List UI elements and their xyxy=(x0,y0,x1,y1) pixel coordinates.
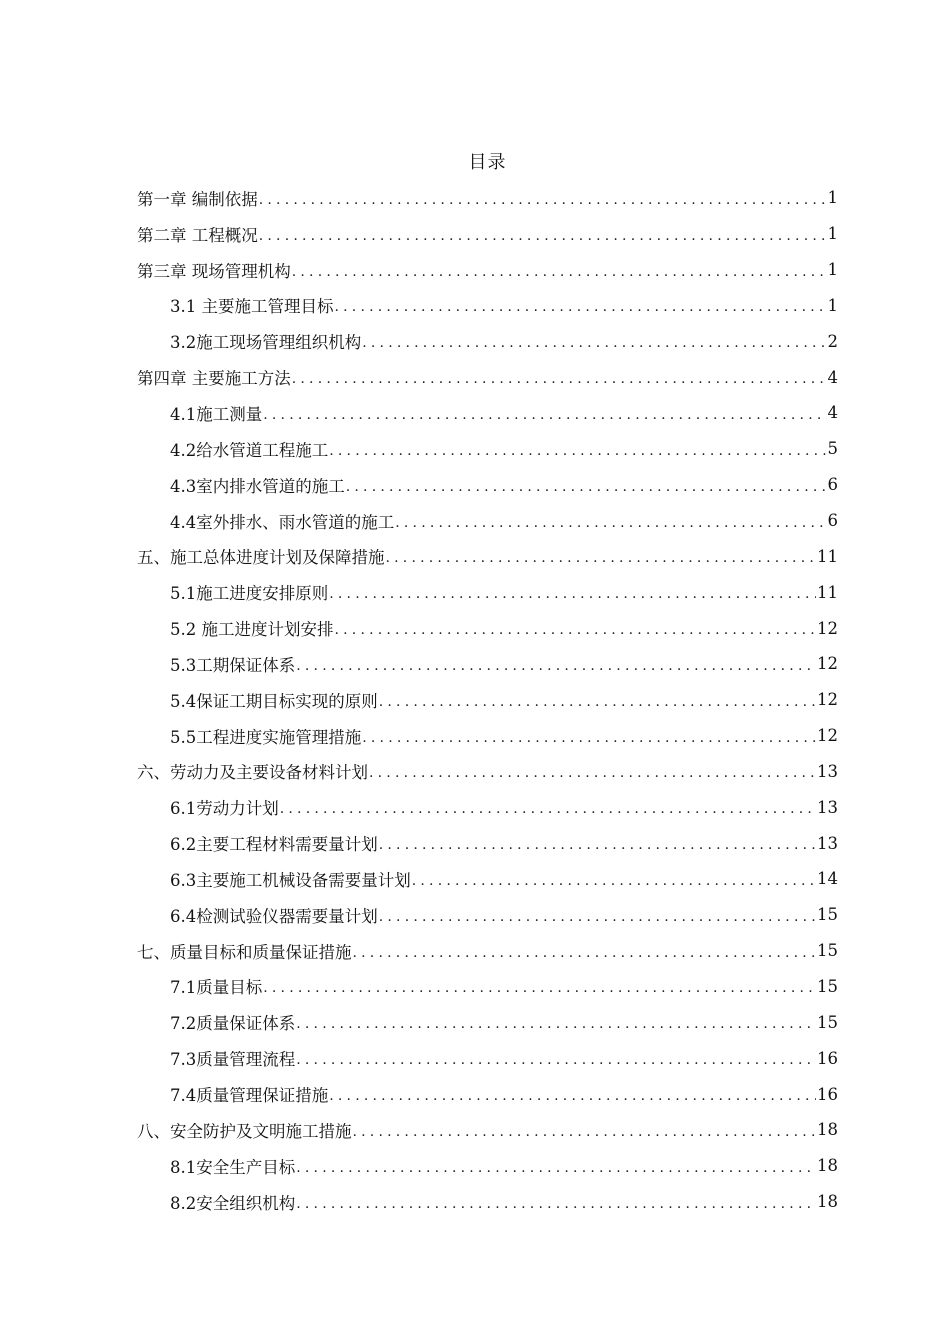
toc-entry-page-number: 6 xyxy=(827,475,838,495)
toc-entry-page-number: 12 xyxy=(817,654,838,674)
toc-entry[interactable] xyxy=(137,1040,838,1076)
toc-dot-leader xyxy=(329,1088,816,1104)
toc-entry[interactable] xyxy=(137,718,838,754)
toc-entry[interactable] xyxy=(137,969,838,1005)
toc-entry-page-number: 1 xyxy=(827,260,838,280)
toc-entry-label: 5.3工期保证体系 xyxy=(170,655,296,675)
toc-entry-page-number: 13 xyxy=(817,833,838,853)
toc-entry-label: 6.2主要工程材料需要量计划 xyxy=(170,835,378,855)
toc-entry[interactable] xyxy=(137,646,838,682)
toc-entry[interactable] xyxy=(137,288,838,324)
toc-entry-page-number: 1 xyxy=(827,188,838,208)
toc-dot-leader xyxy=(292,264,827,280)
toc-entry[interactable] xyxy=(137,216,838,252)
toc-dot-leader xyxy=(263,407,826,423)
toc-entry-label: 3.2施工现场管理组织机构 xyxy=(170,333,362,353)
toc-entry-label: 第二章 工程概况 xyxy=(137,225,258,245)
toc-entry[interactable] xyxy=(137,359,838,395)
toc-entry[interactable] xyxy=(137,395,838,431)
toc-title: 目录 xyxy=(468,152,507,173)
toc-dot-leader xyxy=(259,228,827,244)
toc-entry[interactable] xyxy=(137,754,838,790)
toc-dot-leader xyxy=(379,909,816,925)
toc-entry-label: 4.1施工测量 xyxy=(170,404,263,424)
toc-entry-page-number: 13 xyxy=(817,797,838,817)
toc-entry-label: 八、安全防护及文明施工措施 xyxy=(137,1121,352,1141)
toc-entry[interactable] xyxy=(137,861,838,897)
toc-entry-page-number: 4 xyxy=(827,367,838,387)
toc-entry-label: 7.3质量管理流程 xyxy=(170,1050,296,1070)
toc-entry-label: 6.4检测试验仪器需要量计划 xyxy=(170,906,378,926)
toc-entry-page-number: 18 xyxy=(817,1156,838,1176)
toc-entry-label: 4.3室内排水管道的施工 xyxy=(170,476,345,496)
toc-entry-label: 5.5工程进度实施管理措施 xyxy=(170,727,362,747)
toc-dot-leader xyxy=(296,658,816,674)
toc-entry-page-number: 11 xyxy=(817,582,838,602)
toc-entry[interactable] xyxy=(137,682,838,718)
toc-entry-label: 7.4质量管理保证措施 xyxy=(170,1086,329,1106)
toc-entry-page-number: 15 xyxy=(817,1012,838,1032)
toc-dot-leader xyxy=(292,371,827,387)
toc-entry-label: 3.1 主要施工管理目标 xyxy=(170,297,334,317)
toc-dot-leader xyxy=(263,980,816,996)
toc-dot-leader xyxy=(335,299,827,315)
toc-entry-page-number: 16 xyxy=(817,1084,838,1104)
toc-entry[interactable] xyxy=(137,467,838,503)
toc-entry[interactable] xyxy=(137,1184,838,1220)
toc-entry[interactable] xyxy=(137,1148,838,1184)
toc-dot-leader xyxy=(369,765,816,781)
toc-entry-label: 五、施工总体进度计划及保障措施 xyxy=(137,548,385,568)
toc-entry-label: 4.2给水管道工程施工 xyxy=(170,440,329,460)
toc-entry-page-number: 1 xyxy=(827,224,838,244)
toc-dot-leader xyxy=(329,586,816,602)
toc-dot-leader xyxy=(296,1052,816,1068)
toc-entry-page-number: 15 xyxy=(817,905,838,925)
toc-dot-leader xyxy=(362,730,816,746)
toc-entry-label: 七、质量目标和质量保证措施 xyxy=(137,942,352,962)
toc-entry[interactable] xyxy=(137,1112,838,1148)
toc-entry[interactable] xyxy=(137,574,838,610)
toc-entry-label: 第一章 编制依据 xyxy=(137,189,258,209)
toc-entry-page-number: 1 xyxy=(827,295,838,315)
toc-dot-leader xyxy=(296,1016,816,1032)
toc-entry[interactable] xyxy=(137,503,838,539)
toc-entry[interactable] xyxy=(137,1076,838,1112)
toc-dot-leader xyxy=(296,1160,816,1176)
toc-dot-leader xyxy=(386,550,817,566)
toc-entry-label: 6.1劳动力计划 xyxy=(170,799,279,819)
toc-entry-page-number: 11 xyxy=(817,546,838,566)
toc-entry[interactable] xyxy=(137,252,838,288)
toc-dot-leader xyxy=(335,622,817,638)
toc-entry[interactable] xyxy=(137,538,838,574)
toc-entry-page-number: 12 xyxy=(817,726,838,746)
toc-entry-page-number: 5 xyxy=(827,439,838,459)
toc-entry-page-number: 4 xyxy=(827,403,838,423)
toc-dot-leader xyxy=(296,1196,816,1212)
toc-entry-page-number: 13 xyxy=(817,761,838,781)
toc-entry-page-number: 18 xyxy=(817,1120,838,1140)
toc-entry-page-number: 2 xyxy=(827,331,838,351)
toc-entry-label: 8.2安全组织机构 xyxy=(170,1193,296,1213)
toc-entry-label: 5.4保证工期目标实现的原则 xyxy=(170,691,378,711)
toc-dot-leader xyxy=(412,873,816,889)
toc-entry[interactable] xyxy=(137,825,838,861)
toc-entry-page-number: 12 xyxy=(817,618,838,638)
toc-dot-leader xyxy=(379,837,816,853)
toc-entry-page-number: 16 xyxy=(817,1048,838,1068)
toc-entry-page-number: 15 xyxy=(817,941,838,961)
toc-entry[interactable] xyxy=(137,789,838,825)
toc-dot-leader xyxy=(280,801,816,817)
toc-entry-label: 六、劳动力及主要设备材料计划 xyxy=(137,763,368,783)
toc-entry-label: 第四章 主要施工方法 xyxy=(137,369,291,389)
toc-entry-page-number: 6 xyxy=(827,511,838,531)
toc-entry-label: 4.4室外排水、雨水管道的施工 xyxy=(170,512,395,532)
toc-entry[interactable] xyxy=(137,323,838,359)
toc-dot-leader xyxy=(259,192,827,208)
toc-dot-leader xyxy=(395,515,826,531)
toc-entry-page-number: 12 xyxy=(817,690,838,710)
toc-dot-leader xyxy=(346,479,827,495)
toc-entry-label: 第三章 现场管理机构 xyxy=(137,261,291,281)
toc-dot-leader xyxy=(362,335,826,351)
toc-dot-leader xyxy=(379,694,816,710)
toc-entry[interactable] xyxy=(137,933,838,969)
toc-entry-page-number: 14 xyxy=(817,869,838,889)
toc-entry[interactable] xyxy=(137,180,838,216)
toc-entry-label: 5.2 施工进度计划安排 xyxy=(170,620,334,640)
table-of-contents xyxy=(137,180,838,1219)
toc-entry[interactable] xyxy=(137,610,838,646)
toc-dot-leader xyxy=(353,945,817,961)
toc-entry[interactable] xyxy=(137,431,838,467)
toc-entry-label: 5.1施工进度安排原则 xyxy=(170,584,329,604)
toc-dot-leader xyxy=(329,443,826,459)
toc-entry-label: 8.1安全生产目标 xyxy=(170,1157,296,1177)
toc-entry-label: 7.2质量保证体系 xyxy=(170,1014,296,1034)
toc-entry[interactable] xyxy=(137,1004,838,1040)
toc-entry-page-number: 15 xyxy=(817,976,838,996)
toc-entry[interactable] xyxy=(137,897,838,933)
toc-entry-label: 6.3主要施工机械设备需要量计划 xyxy=(170,870,411,890)
toc-entry-page-number: 18 xyxy=(817,1192,838,1212)
toc-entry-label: 7.1质量目标 xyxy=(170,978,263,998)
toc-dot-leader xyxy=(353,1124,817,1140)
